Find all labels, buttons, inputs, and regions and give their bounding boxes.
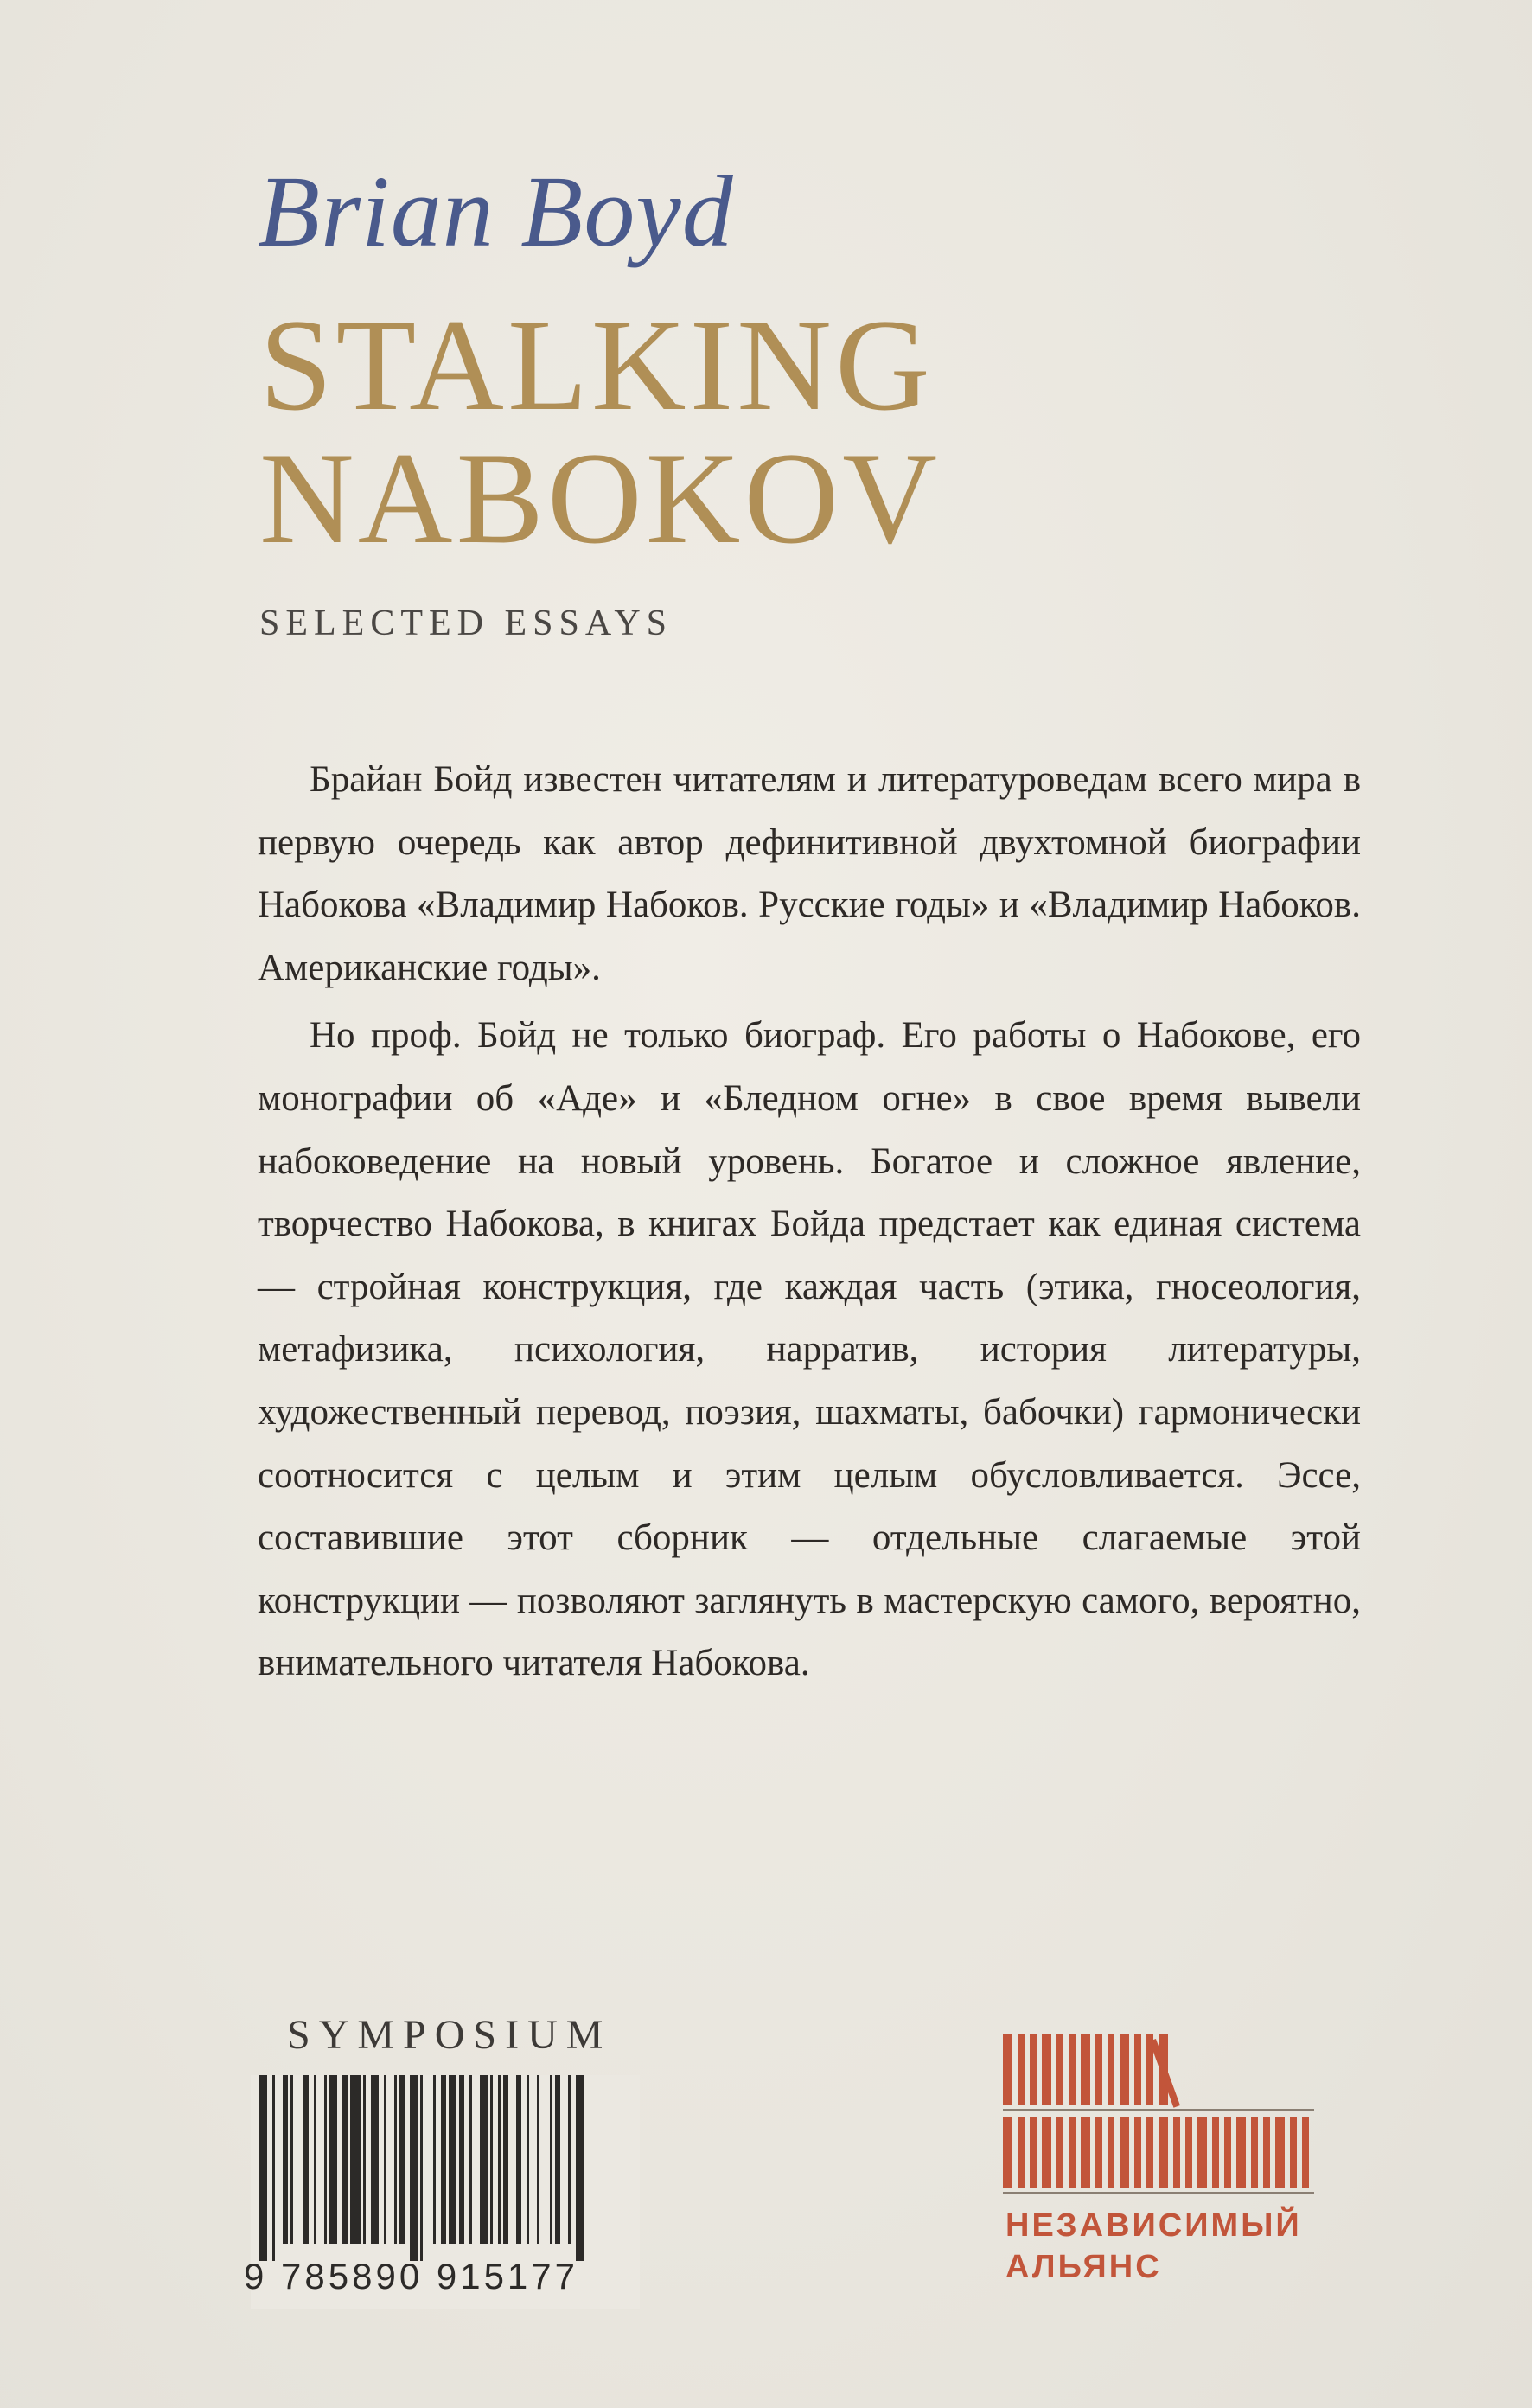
barcode-bar <box>363 2075 366 2244</box>
barcode-bar <box>449 2075 456 2244</box>
logo-book-spine <box>1134 2117 1141 2188</box>
logo-book-spine <box>1134 2034 1141 2105</box>
barcode-bar <box>290 2075 293 2244</box>
logo-book-spine <box>1236 2117 1246 2188</box>
logo-book-spine <box>1081 2034 1090 2105</box>
author-name: Brian Boyd <box>258 155 734 268</box>
barcode-bar <box>459 2075 464 2244</box>
series-name: SYMPOSIUM <box>287 2012 612 2058</box>
logo-book-spine <box>1042 2034 1051 2105</box>
logo-book-spine <box>1212 2117 1219 2188</box>
logo-book-spine <box>1224 2117 1231 2188</box>
barcode-bar <box>410 2075 418 2261</box>
barcode-bar <box>371 2075 379 2244</box>
logo-book-spine <box>1146 2117 1153 2188</box>
logo-book-spine <box>1120 2117 1129 2188</box>
barcode-bar <box>283 2075 288 2244</box>
barcode-bar <box>433 2075 436 2244</box>
book-title-line-2: NABOKOV <box>259 425 941 571</box>
barcode-bar <box>384 2075 386 2244</box>
barcode-bar <box>329 2075 337 2244</box>
logo-book-spine <box>1120 2034 1129 2105</box>
logo-book-spine <box>1173 2117 1180 2188</box>
publisher-name <box>1005 2205 1302 2288</box>
barcode-bar <box>399 2075 405 2244</box>
publisher-name-line-1: НЕЗАВИСИМЫЙ <box>1005 2207 1302 2244</box>
barcode-bar <box>314 2075 316 2244</box>
logo-book-spine <box>1069 2117 1076 2188</box>
annotation-paragraph-1: Брайан Бойд известен читателям и литературоведам всего мира в первую очередь как автор дефинитивной двухтомной биографии Набокова «Владимир Набоков. Русские годы» и «Владимир Набоков. Американские годы». <box>258 759 1361 988</box>
barcode-bar <box>480 2075 488 2244</box>
annotation-paragraph-2: Но проф. Бойд не только биограф. Его работы о Набокове, его монографии об «Аде» и «Бледном огне» в свое время вывели набоковедение на новый уровень. Богатое и сложное явление, творчество Набокова, в книгах Бойда предстает как единая система — стройная конструкция, где каждая часть (этика, гносеология, метафизика, психология, нарратив, история литературы, художественный перевод, поэзия, шахматы, бабочки) гармонически соотносится с целым и этим целым обусловливается. Эссе, составившие этот сборник — отдельные слагаемые этой конструкции — позволяют заглянуть в мастерскую самого, вероятно, внимательного читателя Набокова. <box>258 1015 1361 1684</box>
barcode-bar <box>272 2075 275 2261</box>
barcode-bar <box>568 2075 571 2244</box>
logo-book-spine <box>1302 2117 1309 2188</box>
logo-book-spine <box>1251 2117 1258 2188</box>
barcode-bar <box>469 2075 472 2244</box>
publisher-name-line-2: АЛЬЯНС <box>1005 2249 1162 2285</box>
logo-book-spine <box>1003 2034 1012 2105</box>
logo-book-spine <box>1056 2034 1063 2105</box>
logo-book-spine <box>1069 2034 1076 2105</box>
logo-book-spine <box>1003 2117 1012 2188</box>
barcode-bar <box>441 2075 446 2244</box>
logo-book-spine <box>1108 2034 1114 2105</box>
barcode-bar <box>550 2075 552 2244</box>
book-title-line-1: STALKING <box>259 292 934 438</box>
logo-book-spine <box>1042 2117 1051 2188</box>
logo-book-spine <box>1290 2117 1297 2188</box>
barcode-bar <box>555 2075 560 2244</box>
logo-book-spine <box>1030 2117 1037 2188</box>
logo-book-spine <box>1030 2034 1037 2105</box>
annotation-text <box>258 749 1361 1696</box>
barcode-bar <box>420 2075 423 2261</box>
barcode-bar <box>324 2075 327 2244</box>
book-subtitle: SELECTED ESSAYS <box>259 604 673 643</box>
logo-book-spine <box>1197 2117 1207 2188</box>
logo-book-spine <box>1056 2117 1063 2188</box>
logo-book-spine <box>1159 2117 1168 2188</box>
logo-book-spine <box>1018 2034 1025 2105</box>
isbn-digits: 9 785890 915177 <box>244 2256 578 2296</box>
barcode-bar <box>303 2075 309 2244</box>
barcode-bar <box>394 2075 397 2244</box>
barcode-bar <box>350 2075 361 2244</box>
barcode-bar <box>576 2075 584 2261</box>
barcode-bar <box>537 2075 539 2244</box>
logo-book-spine <box>1275 2117 1285 2188</box>
logo-book-spine <box>1095 2034 1102 2105</box>
logo-book-spine <box>1018 2117 1025 2188</box>
barcode-bar <box>490 2075 493 2244</box>
logo-book-spine <box>1108 2117 1114 2188</box>
logo-book-spine <box>1263 2117 1270 2188</box>
barcode-bar <box>503 2075 508 2244</box>
logo-book-spine <box>1081 2117 1090 2188</box>
logo-book-spine <box>1095 2117 1102 2188</box>
barcode-bar <box>259 2075 267 2261</box>
barcode-bar <box>498 2075 501 2244</box>
barcode-bar <box>516 2075 521 2244</box>
logo-book-spine <box>1185 2117 1192 2188</box>
barcode-bar <box>342 2075 348 2244</box>
barcode-bar <box>527 2075 529 2244</box>
